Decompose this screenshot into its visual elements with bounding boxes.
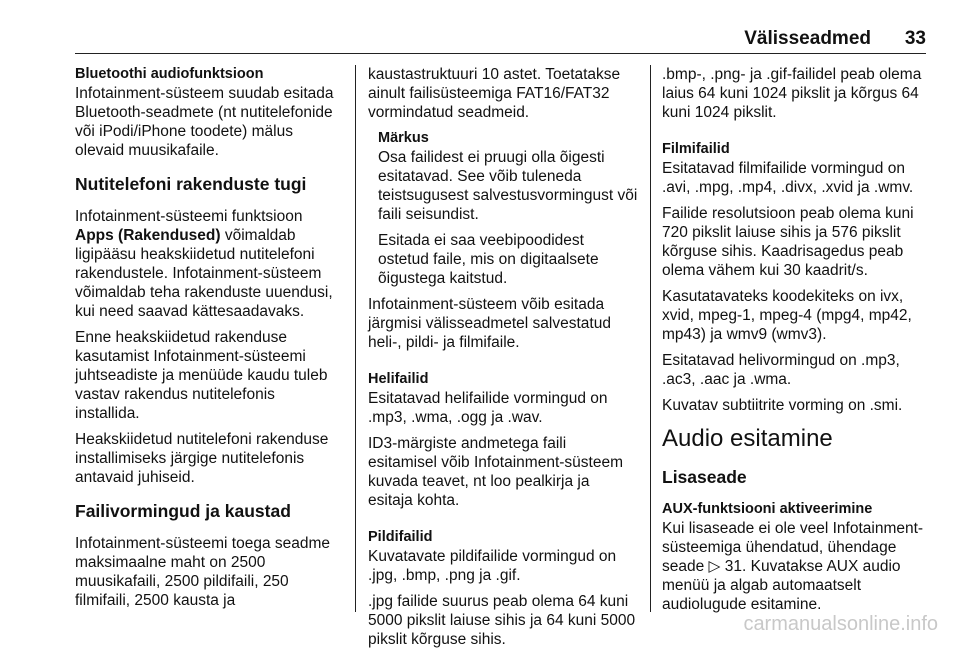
column-divider bbox=[650, 65, 651, 612]
paragraph: Kuvatavate pildifailide vormingud on .jpg, .bmp, .png ja .gif. bbox=[368, 548, 617, 584]
paragraph bbox=[75, 207, 343, 321]
paragraph: .jpg failide suurus peab olema 64 kuni 5000 pikslit laiuse sihis ja 64 kuni 5000 pikslit kõrguse sihis. bbox=[368, 593, 636, 648]
column-divider bbox=[355, 65, 356, 612]
column-3 bbox=[662, 65, 930, 621]
text: . Kuvatakse AUX audio menüü ja algab automaatselt audiolugude esitamine. bbox=[662, 558, 901, 613]
page-header bbox=[75, 28, 926, 50]
subheading-aux-activation: AUX-funktsiooni aktiveerimine bbox=[662, 501, 873, 517]
section-heading-aux: Lisaseade bbox=[662, 467, 747, 487]
paragraph: Infotainment-süsteemi toega seadme maksimaalne maht on 2500 muusikafaili, 2500 pildifaili, 250 filmifaili, 2500 kausta ja bbox=[75, 535, 331, 609]
paragraph: Failide resolutsioon peab olema kuni 720 pikslit laiuse sihis ja 576 pikslit kõrguse sihis. Kaadrisagedus peab olema vähem kui 30 kaadrit/s. bbox=[662, 205, 914, 279]
note-text: Osa failidest ei pruugi olla õigesti esitatavad. See võib tuleneda teistsugusest salvestusvormingust või faili seisundist. bbox=[378, 149, 638, 223]
subheading-audio-files: Helifailid bbox=[368, 371, 429, 387]
chapter-heading-audio-playback: Audio esitamine bbox=[662, 425, 833, 452]
chapter-title: Välisseadmed bbox=[744, 28, 871, 49]
paragraph: Esitatavad helivormingud on .mp3, .ac3, .aac ja .wma. bbox=[662, 352, 900, 388]
paragraph: Kasutatavateks koodekiteks on ivx, xvid, mpeg-1, mpeg-4 (mpg4, mp42, mp43) ja wmv9 (wmv3). bbox=[662, 288, 912, 343]
page-number: 33 bbox=[904, 28, 926, 49]
column-1 bbox=[75, 65, 343, 617]
subheading-image-files: Pildifailid bbox=[368, 529, 433, 545]
section-heading-formats: Failivormingud ja kaustad bbox=[75, 501, 291, 521]
paragraph: ID3-märgiste andmetega faili esitamisel võib Infotainment-süsteem kuvada teavet, nt loo pealkirja ja esitaja kohta. bbox=[368, 435, 624, 509]
paragraph: Heakskiidetud nutitelefoni rakenduse installimiseks järgige nutitelefonis antavaid juhiseid. bbox=[75, 431, 329, 486]
text: võimaldab ligipääsu heakskiidetud nutitelefoni rakendustele. Infotainment-süsteem võimaldab teha rakenduste uuendusi, kui need saavad kättesaadavaks. bbox=[75, 227, 333, 320]
column-2 bbox=[368, 65, 638, 656]
text: Infotainment-süsteemi funktsioon bbox=[75, 208, 303, 225]
subheading-movie-files: Filmifailid bbox=[662, 141, 730, 157]
note-box bbox=[368, 129, 638, 288]
paragraph: Esitatavad helifailide vormingud on .mp3, .wma, .ogg ja .wav. bbox=[368, 390, 608, 426]
paragraph: kaustastruktuuri 10 astet. Toetatakse ainult failisüsteemiga FAT16/FAT32 vormindatud seadmeid. bbox=[368, 66, 621, 121]
text: Kui lisaseade ei ole veel Infotainment-süsteemiga ühendatud, ühendage seade bbox=[662, 520, 924, 575]
paragraph: Infotainment-süsteem suudab esitada Bluetooth-seadmete (nt nutitelefonide või iPodi/iPhone toodete) mälus olevaid muusikafaile. bbox=[75, 85, 334, 159]
paragraph: .bmp-, .png- ja .gif-failidel peab olema laius 64 kuni 1024 pikslit ja kõrgus 64 kuni 1024 pikslit. bbox=[662, 66, 922, 121]
paragraph: Esitatavad filmifailide vormingud on .avi, .mpg, .mp4, .divx, .xvid ja .wmv. bbox=[662, 160, 914, 196]
apps-term: Apps (Rakendused) bbox=[75, 227, 221, 244]
note-label: Märkus bbox=[378, 130, 429, 146]
paragraph: Enne heakskiidetud rakenduse kasutamist Infotainment-süsteemi juhtseadiste ja menüüde kaudu tuleb vastav rakendus nutitelefonis installida. bbox=[75, 329, 328, 422]
paragraph bbox=[662, 519, 930, 614]
watermark: carmanualsonline.info bbox=[743, 613, 938, 635]
paragraph: Kuvatav subtiitrite vorming on .smi. bbox=[662, 397, 903, 414]
paragraph: Infotainment-süsteem võib esitada järgmisi välisseadmetel salvestatud heli-, pildi- ja filmifaile. bbox=[368, 296, 611, 351]
subheading-bluetooth: Bluetoothi audiofunktsioon bbox=[75, 66, 264, 82]
section-heading-apps: Nutitelefoni rakenduste tugi bbox=[75, 174, 307, 194]
note-text: Esitada ei saa veebipoodidest ostetud faile, mis on digitaalsete õigustega kaitstud. bbox=[378, 232, 599, 287]
page-reference-link[interactable]: ▷ 31 bbox=[708, 558, 743, 575]
header-rule bbox=[75, 53, 926, 54]
